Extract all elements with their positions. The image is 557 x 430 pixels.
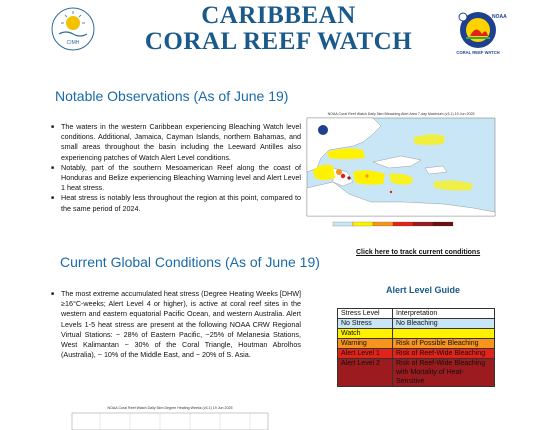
svg-text:CIMH: CIMH — [66, 40, 80, 46]
interp-cell: Risk of Reef-Wide Bleaching with Mortality of Heat-Sensitive — [393, 359, 495, 387]
table-row — [338, 329, 495, 339]
notable-bullet: ■ The waters in the western Caribbean experiencing Bleaching Watch level conditions. Additional, Jamaica, Cayman Islands, northern Bahamas, and small areas throughout the basin including the Leeward Antilles also experiencing patches of Watch Alert Level conditions. — [51, 122, 301, 163]
level-cell: Watch — [338, 329, 393, 339]
table-row — [338, 359, 495, 387]
table-row — [338, 339, 495, 349]
level-cell: No Stress — [338, 319, 393, 329]
table-header-row — [338, 309, 495, 319]
dhw-map — [70, 406, 270, 430]
table-row — [338, 349, 495, 359]
track-conditions-link[interactable]: Click here to track current conditions — [356, 249, 481, 256]
svg-text:NOAA: NOAA — [492, 14, 507, 20]
level-cell: Warning — [338, 339, 393, 349]
alert-level-table — [337, 308, 495, 387]
table-row — [338, 319, 495, 329]
title-line-1: CARIBBEAN — [201, 2, 356, 29]
global-bullet: ■ The most extreme accumulated heat stress (Degree Heating Weeks [DHW] ≥16°C-weeks; Alert Level 4 or higher), is active at coral reef sites in the western and eastern equatorial Pacific Ocean, and western Australia. Alert Levels 1-5 heat stress are present at the following NOAA CRW Regional Virtual Stations: ~ 28% of Eastern Pacific, ~25% of Melanesia Stations, West Kalimantan ~ 30% of the Coral Triangle, Houtman Abrolhos (Australia), ~ 10% of the Middle East, and ~ 20% of S. Asia. — [51, 289, 301, 360]
guide-title: Alert Level Guide — [386, 285, 461, 295]
interp-cell: Risk of Reef-Wide Bleaching — [393, 349, 495, 359]
header-cell: Stress Level — [338, 309, 393, 319]
notable-bullet: ■ Heat stress is notably less throughout the region at this point, compared to the same period of 2024. — [51, 193, 301, 213]
level-cell: Alert Level 1 — [338, 349, 393, 359]
dhw-caption: NOAA Coral Reef Watch Daily 5km Degree Heating Weeks (v3.1) 19 Jun 2025 — [107, 406, 233, 410]
interp-cell: No Bleaching — [393, 319, 495, 329]
interp-cell: Risk of Possible Bleaching — [393, 339, 495, 349]
global-heading: Current Global Conditions (As of June 19) — [60, 254, 320, 270]
title-line-2: CORAL REEF WATCH — [144, 28, 413, 55]
level-cell: Alert Level 2 — [338, 359, 393, 387]
svg-text:CORAL REEF WATCH: CORAL REEF WATCH — [456, 50, 500, 55]
notable-heading: Notable Observations (As of June 19) — [55, 88, 289, 104]
header-cell: Interpretation — [393, 309, 495, 319]
notable-list — [51, 122, 301, 214]
map-caption: NOAA Coral Reef Watch Daily 5km Bleaching Alert Area 7-day Maximum (v3.1) 19 Jun 2025 — [327, 112, 475, 116]
global-list — [51, 289, 301, 360]
interp-cell — [393, 329, 495, 339]
alert-map — [303, 112, 499, 237]
notable-bullet: ■ Notably, part of the southern Mesoamerican Reef along the coast of Honduras and Belize experiencing Bleaching Warning level and Alert Level 1 heat stress. — [51, 163, 301, 194]
